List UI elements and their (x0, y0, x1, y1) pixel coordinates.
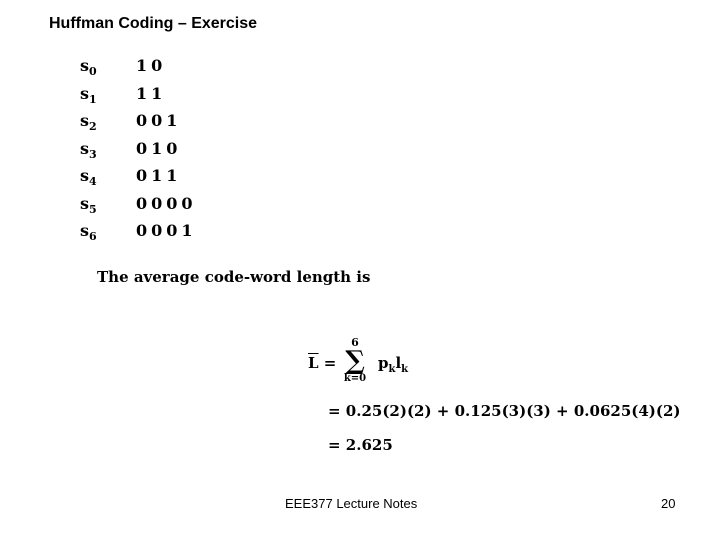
codeword: 001 (136, 111, 182, 130)
symbol-index: 1 (89, 92, 97, 106)
symbol-index: 5 (89, 202, 97, 216)
code-row (80, 84, 197, 112)
symbol-label (80, 139, 136, 161)
length-subscript: k (401, 364, 409, 375)
symbol-index: 0 (89, 65, 97, 79)
symbol-label (80, 166, 136, 188)
intro-text: The average code-word length is (97, 268, 371, 286)
codeword: 0000 (136, 193, 197, 213)
sigma-symbol: ∑ (345, 346, 365, 376)
code-row (80, 221, 197, 249)
page-number: 20 (661, 496, 676, 511)
code-table (80, 56, 197, 249)
formula-expansion: = 0.25(2)(2) + 0.125(3)(3) + 0.0625(4)(2) (328, 402, 681, 420)
codeword: 11 (136, 83, 167, 103)
code-row (80, 166, 197, 194)
summation (342, 336, 368, 384)
symbol-label (80, 221, 136, 243)
codeword: 0001 (136, 221, 197, 240)
symbol-index: 6 (89, 230, 97, 244)
probability-subscript: k (388, 364, 396, 375)
codeword: 010 (136, 138, 182, 158)
sum-lower-limit: k=0 (343, 373, 367, 384)
sum-upper-limit: 6 (351, 336, 359, 349)
symbol-letter: s (80, 221, 90, 240)
symbol-letter: s (80, 83, 90, 103)
average-length-symbol: $\overline{L}$ (308, 354, 319, 372)
code-row (80, 139, 197, 167)
symbol-label (80, 84, 136, 106)
symbol-letter: s (80, 193, 90, 213)
symbol-index: 2 (89, 120, 97, 134)
code-row (80, 111, 197, 139)
equals-sign: = (323, 354, 337, 372)
codeword: 011 (136, 166, 182, 185)
symbol-label (80, 194, 136, 216)
code-row (80, 194, 197, 222)
symbol-letter: s (80, 138, 90, 158)
length-symbol: l (395, 354, 402, 372)
formula-result: = 2.625 (328, 436, 393, 454)
symbol-index: 4 (89, 175, 97, 189)
codeword: 10 (136, 56, 167, 75)
formula-lhs (308, 354, 336, 372)
footer-text: EEE377 Lecture Notes (285, 496, 418, 511)
symbol-label (80, 111, 136, 133)
symbol-index: 3 (89, 147, 97, 161)
code-row (80, 56, 197, 84)
probability-symbol: p (378, 354, 389, 372)
symbol-letter: s (80, 56, 90, 75)
sum-term (378, 354, 408, 375)
symbol-letter: s (80, 111, 90, 130)
symbol-letter: s (80, 166, 90, 185)
symbol-label (80, 56, 136, 78)
slide-title: Huffman Coding – Exercise (49, 15, 258, 32)
